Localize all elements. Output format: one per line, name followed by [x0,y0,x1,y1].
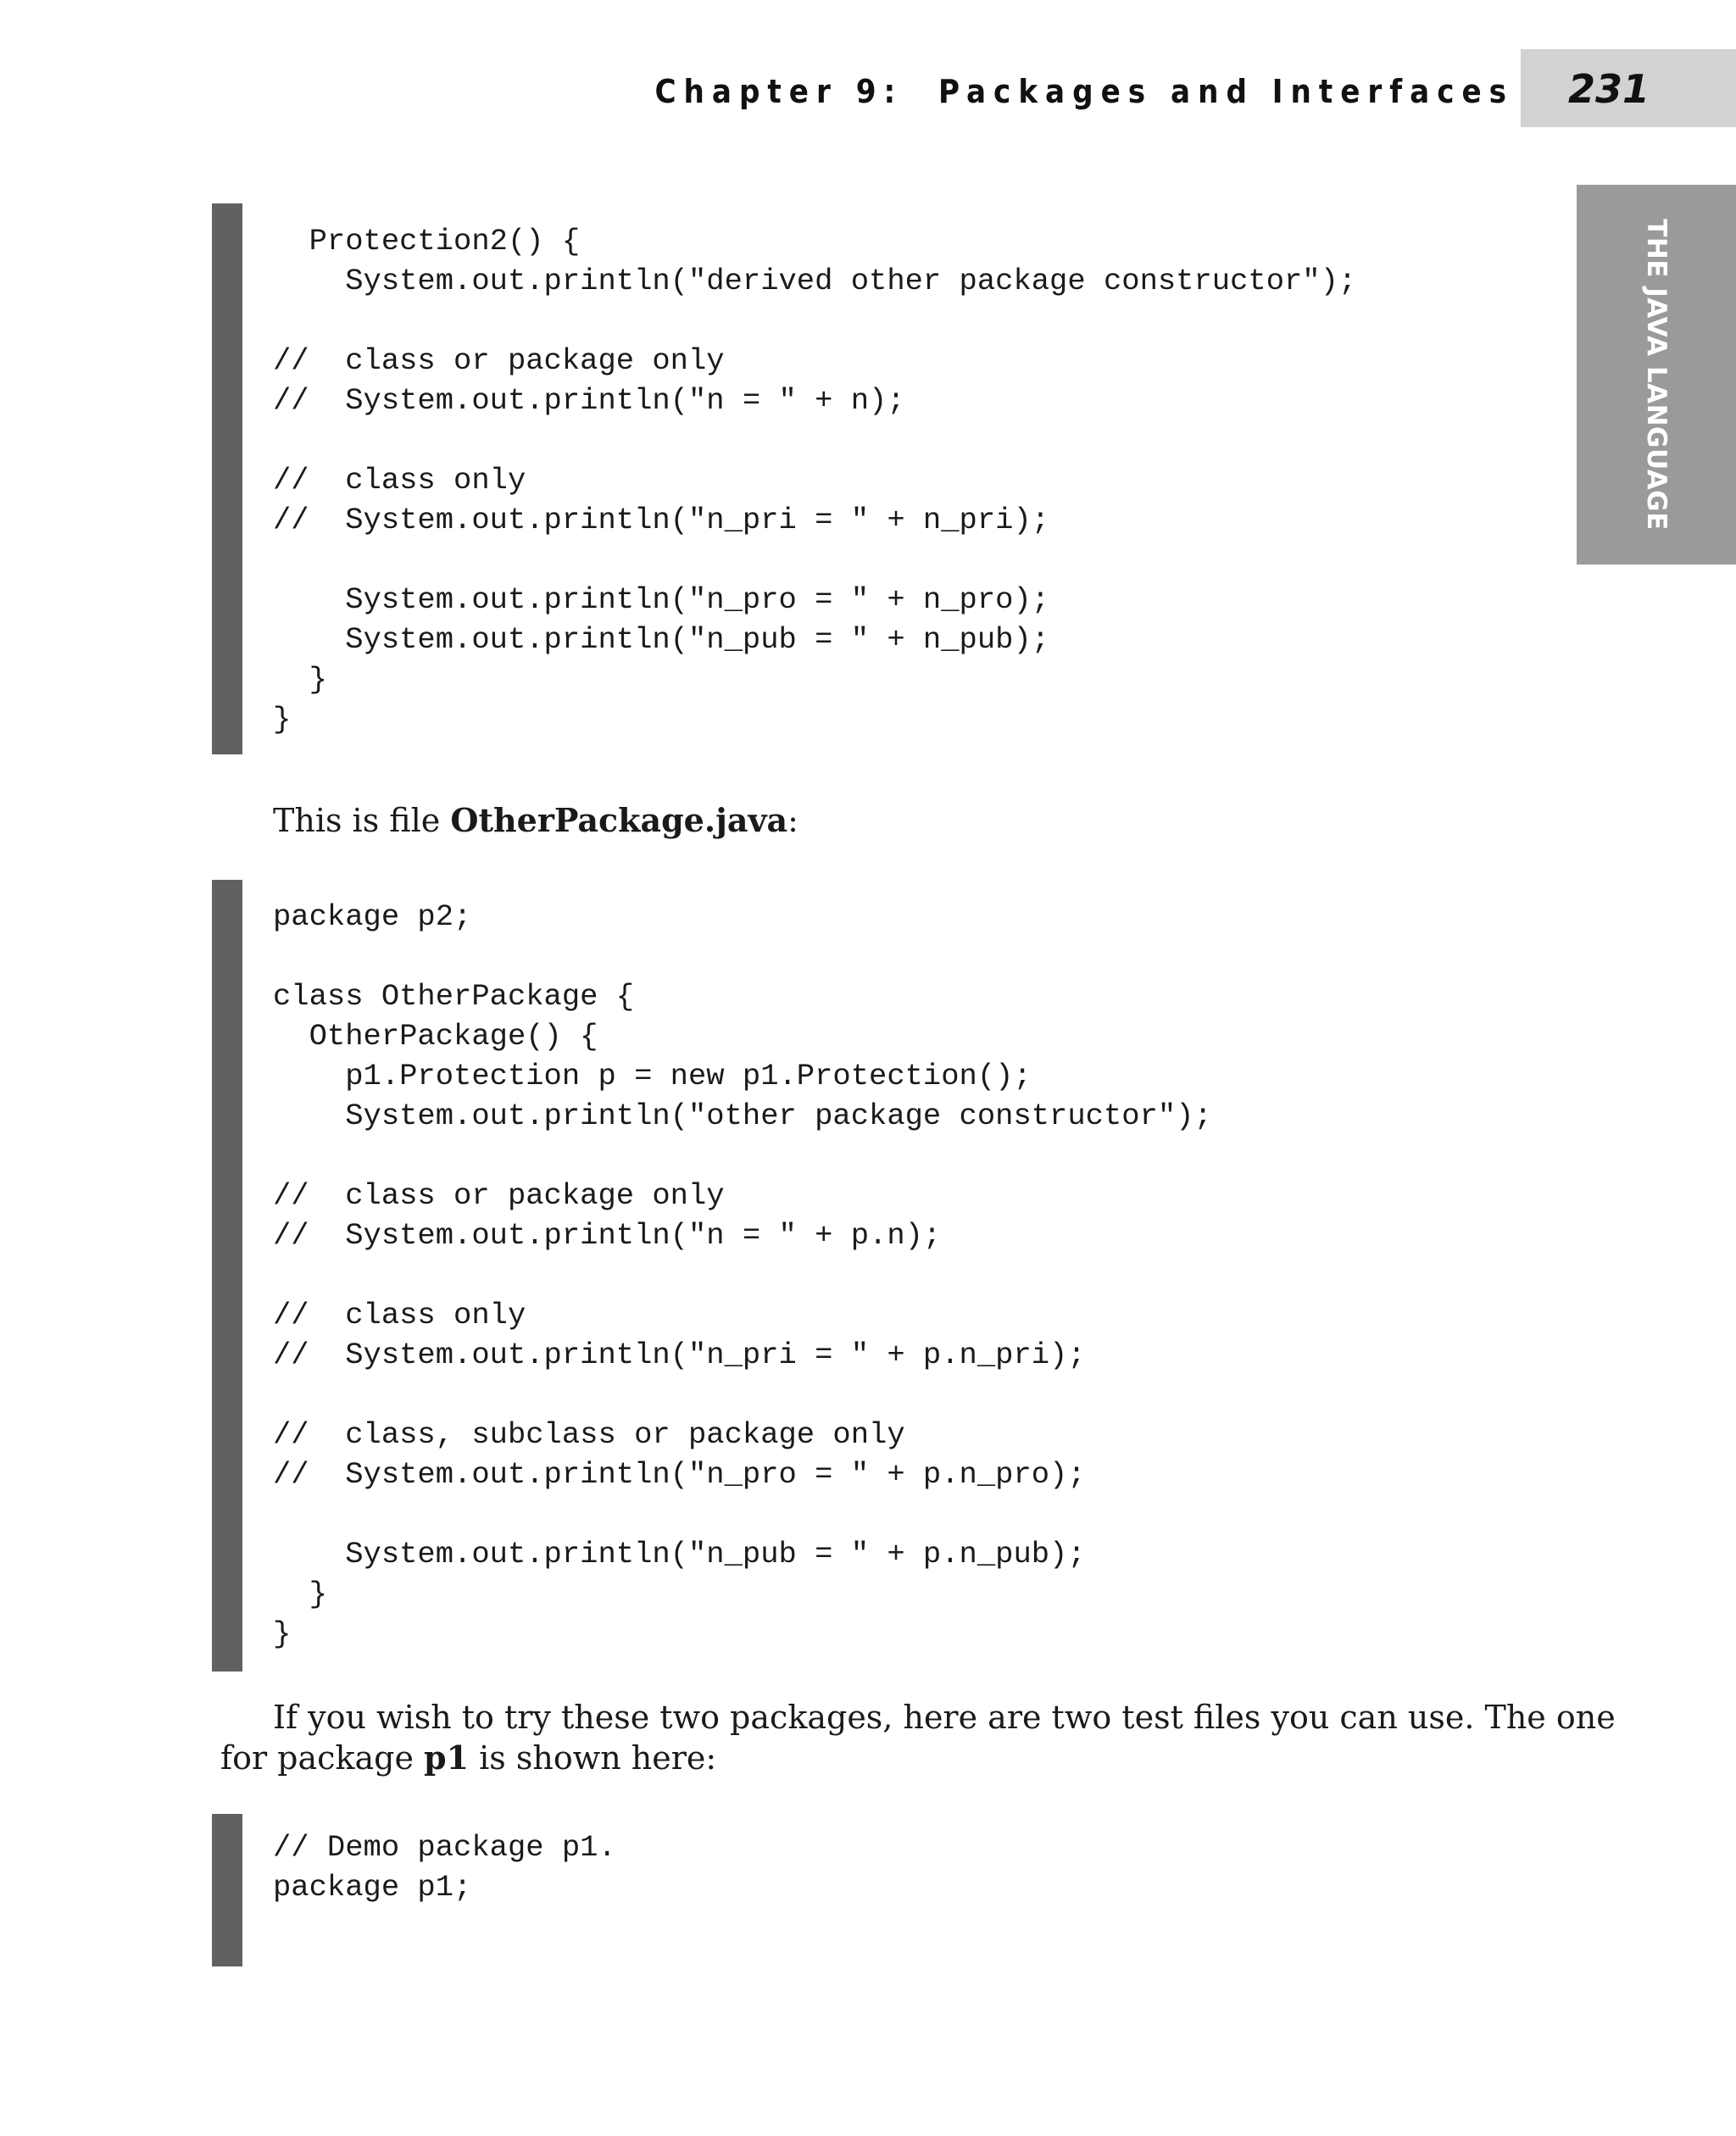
code-block-bar [212,880,242,1672]
code-block-2 [212,880,1483,1672]
code-listing-2: package p2; class OtherPackage { OtherPackage() { p1.Protection p = new p1.Protection(); System.out.println("other package constructor"); // class or package only // System.out.println("n = " + p.n); // class only // System.out.println("n_pri = " + p.n_pri); // class, subclass or package only // System.out.println("n_pro = " + p.n_pro); System.out.println("n_pub = " + p.n_pub); } } [273,899,1212,1651]
paragraph-1 [273,800,798,841]
code-block-3 [212,1814,1483,1966]
paragraph-2-text-end: is shown here: [469,1739,717,1777]
running-head: Chapter 9: Packages and Interfaces [654,73,1514,110]
side-tab-label: THE JAVA LANGUAGE [1641,219,1672,531]
code-block-bar [212,1814,242,1966]
code-listing-1: Protection2() { System.out.println("derived other package constructor"); // class or package only // System.out.println("n = " + n); // class only // System.out.println("n_pri = " + n_pri); System.out.println("n_pro = " + n_pro); System.out.println("n_pub = " + n_pub); } } [273,224,1357,737]
page-number-box [1521,49,1736,127]
paragraph-2-text: for package [220,1739,425,1777]
paragraph-2-line-1: If you wish to try these two packages, here are two test files you can use. The one [273,1699,1616,1736]
package-name-p1: p1 [424,1738,470,1777]
code-listing-3: // Demo package p1. package p1; [273,1830,616,1905]
filename-otherpackage: OtherPackage.java [450,801,788,839]
code-block-1 [212,203,1483,754]
code-block-bar [212,203,242,754]
side-tab [1577,185,1736,565]
paragraph-2-line-2 [220,1738,716,1778]
paragraph-1-text: This is file [273,802,451,839]
page-number: 231 [1568,66,1650,112]
paragraph-1-colon: : [787,802,798,839]
